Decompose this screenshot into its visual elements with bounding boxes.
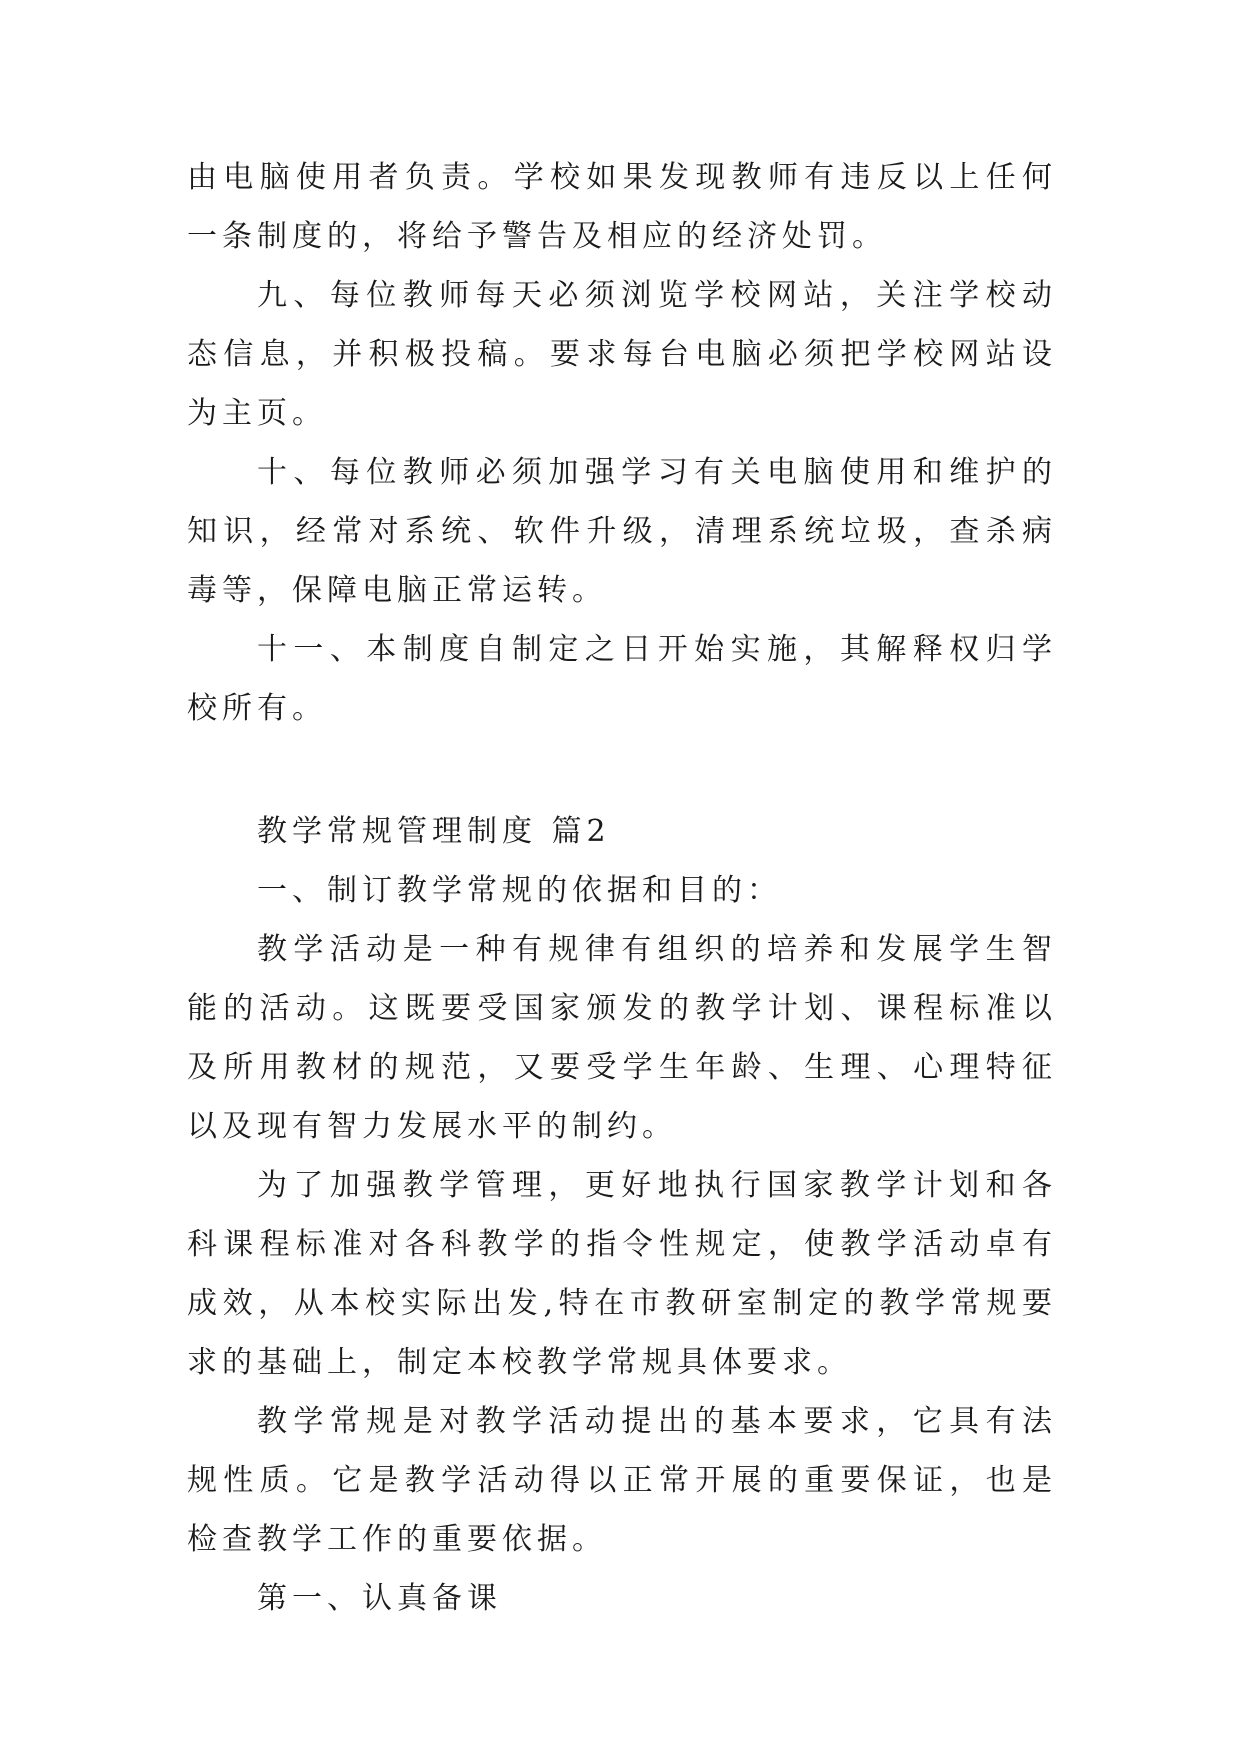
paragraph-rule-10: 十、每位教师必须加强学习有关电脑使用和维护的知识，经常对系统、软件升级，清理系统垃圾，查杀病毒等，保障电脑正常运转。 — [187, 455, 1057, 608]
document-body — [187, 148, 1057, 1628]
paragraph-management: 为了加强教学管理，更好地执行国家教学计划和各科课程标准对各科教学的指令性规定，使教学活动卓有成效，从本校实际出发,特在市教研室制定的教学常规要求的基础上，制定本校教学常规具体要求。 — [187, 1168, 1057, 1380]
section-heading: 教学常规管理制度 篇2 — [257, 814, 611, 849]
subheading-basis-purpose: 一、制订教学常规的依据和目的： — [257, 873, 782, 908]
paragraph-teaching-activity: 教学活动是一种有规律有组织的培养和发展学生智能的活动。这既要受国家颁发的教学计划、课程标准以及所用教材的规范，又要受学生年龄、生理、心理特征以及现有智力发展水平的制约。 — [187, 932, 1057, 1144]
subheading-lesson-prep: 第一、认真备课 — [257, 1581, 502, 1616]
paragraph-rule-9: 九、每位教师每天必须浏览学校网站，关注学校动态信息，并积极投稿。要求每台电脑必须把学校网站设为主页。 — [187, 278, 1057, 431]
paragraph-continuation: 由电脑使用者负责。学校如果发现教师有违反以上任何一条制度的，将给予警告及相应的经济处罚。 — [187, 160, 1057, 254]
paragraph-rule-11: 十一、本制度自制定之日开始实施，其解释权归学校所有。 — [187, 632, 1057, 726]
paragraph-routine-definition: 教学常规是对教学活动提出的基本要求，它具有法规性质。它是教学活动得以正常开展的重要保证，也是检查教学工作的重要依据。 — [187, 1404, 1057, 1557]
